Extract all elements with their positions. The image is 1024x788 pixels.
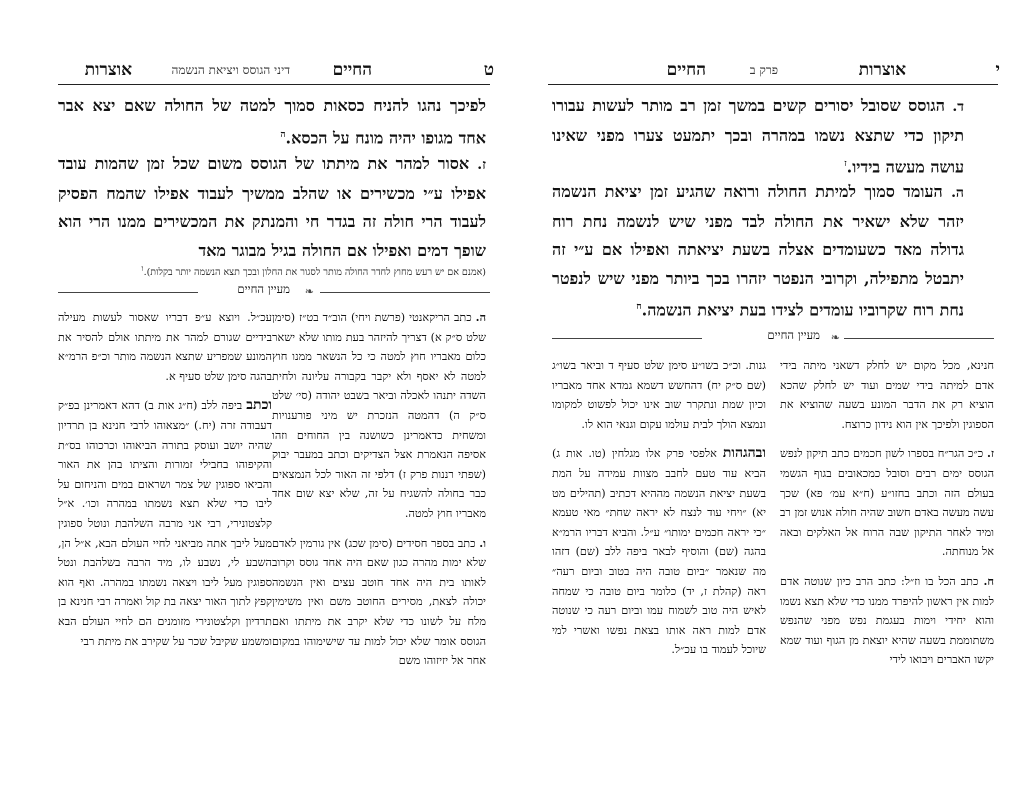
page-number: י: [995, 60, 1000, 80]
paragraph-text: לפיכך נהגו להניח כסאות סמוך למטה של החולה שאם יצא אבר אחד מגופו יהיה מונח על הכסא.: [58, 96, 486, 147]
main-paragraph: [552, 92, 964, 182]
commentary-entry: [780, 444, 994, 562]
running-title: החיים: [666, 60, 706, 80]
entry-text: כתב הריקאנטי (פרשת ויחי) הוב״ד בט״ז (סימן שלט ס״ק א) דצריך להיזהר בעת מותו שלא ישאר כלום מאבריו חוץ למטה כי כל הנשאר ממנו חוץ למטה לא יאסף ולא יקבר בקבורה עליונה ולחית השדה יתנהו לאכלה וביאר בשבט יהודה (סי׳ שלט ס״ק ה) דהמטה הנזכרת יש מיני פורענויות ומשחית כדאמרינן כשושנה בין החוחים וזהו אסיפה הנאמרת אצל הצדיקים וכתב במעבר יבוק (שפתי רננות פרק ז) דלפי זה האור לכל הנמצאים כבר בחולה להשגיח על זה, שלא יצא שום אחד מאבריו חוץ למטה.: [272, 311, 486, 520]
series-title: אוצרות: [84, 60, 132, 80]
paragraph-text: אסור למהר את מיתתו של הגוסס משום שכל זמן שהמות עובד אפילו ע״י מכשירים או שהלב ממשיך לעבוד אפילו שהמח הפסיק לעבוד הרי חולה זה בגדר חי והמנתק את המכשירים ממנו הרי הוא שופך דמים ואפילו אם החולה בגיל מבוגר מאד: [58, 154, 486, 260]
main-paragraph: [58, 92, 486, 152]
commentary-column-right: [272, 308, 486, 778]
entry-label: ח.: [983, 573, 994, 588]
entry-text: חנינא, מכל מקום יש לחלק דשאני מיתה בידי אדם למיתה בידי שמים ועוד יש לחלק שהכא הוציא רק את הדבר המונע בשעה שהוציא את הספוגין ולפיכך אין הוא נידון כרוצח.: [780, 359, 994, 431]
page-number: ט: [483, 60, 494, 80]
entry-text: אלפסי פרק אלו מגלחין (טו. אות ג) הביא עוד טעם לחבב מצוות עמידה על המת בשעת יציאת הנשמה מההיא דכתיב (תהילים מט יא) ״ויחי עוד לנצח לא יראה שחת״ מאי טעמא ״כי יראה חכמים ימותו״ ע״ל. והביא דבריו הרמ״א בהגה (שם) והוסיף לבאר ביפה ללב (שם) דזהו מה שנאמר ״ביום טובה היה בטוב וביום רעה״ ראה (קהלת ז, יד) כלומר ביום טובה כי שמחה לאיש היה טוב לשמוח עמו וביום רעה כי שנוטה אדם למות ראה אותו בצאת נפשו ואשרי למי שיוכל לעמוד בו עכ״ל.: [552, 447, 766, 657]
running-title: החיים: [332, 60, 372, 80]
commentary-column-right: [780, 356, 994, 780]
entry-label: ה.: [475, 310, 486, 324]
section-title: מעיין החיים: [237, 282, 290, 296]
divider-line: [844, 338, 994, 339]
paragraph-text: הגוסס שסובל יסורים קשים במשך זמן רב מותר לעשות עבורו תיקון כדי שתצא נשמו במהרה ובכך יתמעט צערו מפני שאינו עושה מעשה בידיו.: [552, 96, 964, 177]
paragraph-label: ד.: [952, 99, 964, 115]
commentary-column-left: [552, 356, 766, 780]
commentary-entry: [780, 356, 994, 434]
section-title: מעיין החיים: [767, 328, 820, 342]
commentary-entry: [780, 572, 994, 670]
flourish-icon: ❧: [830, 331, 840, 344]
footnote-marker: ז: [844, 159, 847, 169]
paragraph-label: ז.: [477, 157, 486, 173]
entry-text: כתב בספר חסידים (סימן שכג) אין גורמין לאדם שלא ימות מהרה כגון שאם היה אחד גוסס וקרוב לאותו בית היה אחד חוטב עצים ואין הנשמה יכולה לצאת, מסירים החוטב משם ואין משימין מלח על לשונו כדי שלא יקרב את מיתתו ואם הגוסס אומר שלא יכול למות עד שישימוהו במקום אחר אל יזיזוהו משם: [272, 536, 486, 668]
right-page-header: [512, 60, 1024, 84]
small-note-text: (אמנם אם יש רעש מחוץ לחדר החולה מותר לסגור את החלון ובכך תצא הנשמה יותר בקלות).: [143, 267, 486, 279]
entry-text: גנות. וכ״כ בשו״ע סימן שלט סעיף ד וביאר בשו״ג (שם ס״ק יח) דהחשש דשמא גמדא אחד מאבריו וכיון שמת ונתקרר שוב אינו יכול לפשוט למקומו ונמצא הולך לבית עולמו עקום וגנאי הוא לו.: [552, 359, 766, 431]
main-paragraph: [552, 178, 964, 325]
commentary-entry: [272, 308, 486, 524]
commentary-entry: [58, 396, 272, 651]
running-subtitle: פרק ב: [749, 63, 778, 77]
divider-line: [320, 292, 490, 293]
commentary-entry: [552, 444, 766, 660]
entry-text: ביפה ללב (ח״ג אות ב) דהא דאמרינן בפ״ק דעבודה זרה (יח.) ״מצאוהו לרבי חנינא בן תרדיון שהיה יושב ועוסק בתורה הביאוהו וכרכוהו בס״ת והקיפוהו בחבילי זמורות והציתו בהן את האור והביאו ספוגין של צמר ושראום במים והניחום על ליבו כדי שלא תצא נשמתו במהרה וכו׳. א״ל קלצטונירי, רבי אני מרבה השלהבת ונוטל ספוגין מעל ליבך אתה מביאני לחיי העולם הבא, א״ל הן, השבע לי, נשבע לו, מיד הרבה בשלהבת ונטל ספוגין מעל ליבו ויצאה נשמתו במהרה. ואף הוא קפץ לתוך האור יצאה בת קול ואמרה רבי חנינא בן תרדיון וקלצטונירי מזומנים הם לחיי העולם הבא ומשמע שקיבל שכר על שקירב את מיתת רבי: [58, 399, 272, 648]
entry-text: כ״כ הגר״ח בספרו לשון חכמים כתב תיקון לנפש הגוסס ימים רבים וסובל כמכאובים בגוף הגשמי בעולם הזה וכתב בחזו״ע (ח״א עמ׳ פא) שכך עשה מעשה באדם חשוב שהיה חולה אנוש זמן רב ומיד לאחר התיקון שבה הרוח אל האלקים ובאה אל מנוחתה.: [780, 447, 994, 559]
entry-text: עכ״ל. ויוצא ע״פ דבריו שאסור לעשות מעילה בידיים שגורם למהר את מיתתו אולם להסיר את המונע שמפריע שתצא הנשמה מותר וכ״פ הרמ״א בהגה סימן שלט סעיף א.: [58, 311, 272, 383]
footnote-marker: ו: [141, 264, 144, 273]
section-divider: [58, 282, 490, 304]
header-rule: [548, 84, 998, 85]
flourish-icon: ❧: [304, 285, 314, 298]
commentary-column-left: [58, 308, 272, 778]
entry-label: וכתב: [246, 397, 272, 414]
entry-label: ז.: [986, 446, 994, 461]
commentary-entry: [58, 308, 272, 386]
divider-line: [58, 292, 198, 293]
entry-label: ובהגהות: [722, 445, 766, 462]
right-page: [512, 0, 1024, 788]
paragraph-text: העומד סמוך למיתת החולה ורואה שהגיע זמן יציאת הנשמה יזהר שלא ישאיר את החולה לבד מפני שיש לנשמה נחת רוח גדולה מאד כשעומדים אצלה בשעת יציאתה ואפילו אם ע״י זה יתבטל מתפילה, וקרובי הנפטר יזהרו בכך ביותר מפני שיש לנפטר נחת רוח שקרוביו עומדים לצידו בעת יציאת הנשמה.: [552, 182, 964, 320]
header-rule: [58, 84, 490, 85]
section-divider: [552, 328, 994, 350]
left-page-header: [0, 60, 512, 84]
footnote-marker: ח: [636, 302, 642, 312]
paragraph-label: ה.: [951, 185, 964, 201]
running-subtitle: דיני הגוסס ויציאת הנשמה: [171, 63, 290, 77]
entry-text: כתב הכל בו וז״ל: כתב הרב כיון שנוטה אדם למות אין ראשון להיפרד ממנו כדי שלא תצא נשמו והוא יחידי וימות בעגמת נפש מפני שהנפש משתוממת בשעה שהיא יוצאת מן הגוף ועוד שמא יקשו האברים ויבואו לידי: [780, 574, 994, 667]
commentary-entry: [552, 356, 766, 434]
series-title: אוצרות: [858, 60, 906, 80]
footnote-marker: ה: [280, 129, 286, 140]
commentary-entry: [272, 534, 486, 671]
small-note: [58, 262, 486, 280]
divider-line: [552, 338, 702, 339]
main-paragraph: [58, 150, 486, 265]
entry-label: ו.: [479, 535, 486, 550]
